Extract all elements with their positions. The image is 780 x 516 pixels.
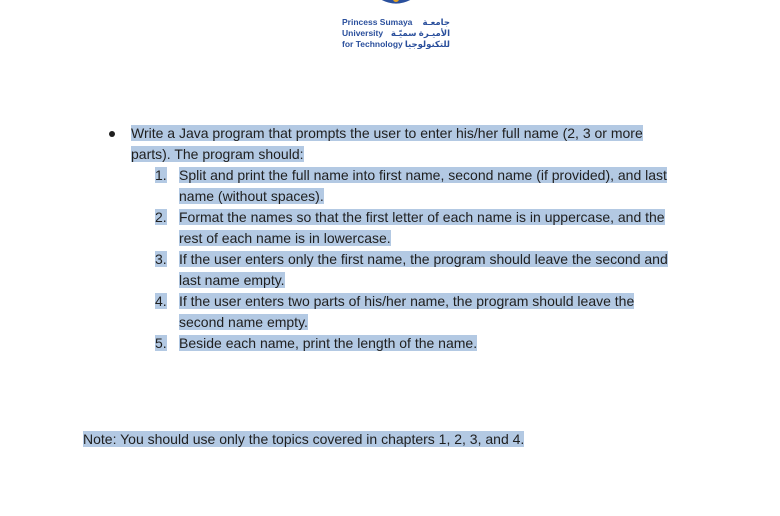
bullet-line-2: parts). The program should:: [131, 146, 304, 162]
item-2-line-1: Format the names so that the first letter of each name is in uppercase, and the: [179, 209, 665, 225]
logo-arabic-text: جامعـة الأميـرة سميّـة للتكنولوجيا: [390, 17, 450, 49]
logo-english-text: Princess Sumaya University for Technology: [342, 17, 413, 49]
item-2-line-2: rest of each name is in lowercase.: [179, 230, 391, 246]
item-4-line-1: If the user enters two parts of his/her name, the program should leave the: [179, 293, 635, 309]
item-number: 4.: [155, 293, 167, 309]
item-3-line-1: If the user enters only the first name, the program should leave the second and: [179, 251, 668, 267]
item-number: 5.: [155, 335, 167, 351]
item-4-line-2: second name empty.: [179, 314, 308, 330]
item-number: 1.: [155, 167, 167, 183]
item-1-line-1: Split and print the full name into first name, second name (if provided), and last: [179, 167, 667, 183]
item-5-line-1: Beside each name, print the length of the name.: [179, 335, 478, 351]
item-number: 3.: [155, 251, 167, 267]
item-3-line-2: last name empty.: [179, 272, 285, 288]
university-logo-arc: [368, 0, 424, 6]
bullet-icon: [109, 131, 115, 137]
item-number: 2.: [155, 209, 167, 225]
note-text: Note: You should use only the topics covered in chapters 1, 2, 3, and 4.: [83, 431, 525, 447]
bullet-line-1: Write a Java program that prompts the user to enter his/her full name (2, 3 or more: [131, 125, 643, 141]
item-1-line-2: name (without spaces).: [179, 188, 324, 204]
